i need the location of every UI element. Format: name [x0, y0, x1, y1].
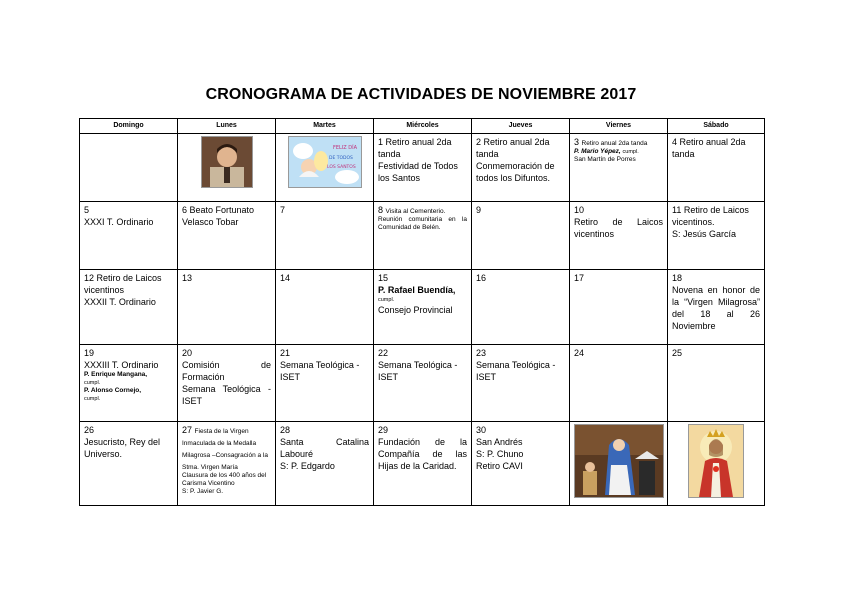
- day-cell-22: 22 Semana Teológica - ISET: [374, 345, 472, 422]
- day-cell-25: 25: [668, 345, 765, 422]
- day-cell-10: 10 Retiro de Laicos vicentinos: [570, 202, 668, 270]
- header-jueves: Jueves: [472, 119, 570, 134]
- day-cell-15: 15 P. Rafael Buendía, cumpl. Consejo Provincial: [374, 270, 472, 345]
- day-cell-14: 14: [276, 270, 374, 345]
- day-cell-27: 27 Fiesta de la Virgen Inmaculada de la Medalla Milagrosa –Consagración a la Stma. Virgen María Clausura de los 400 años del Carisma Vicentino S: P. Javier G.: [178, 422, 276, 506]
- day-cell-3: 3 Retiro anual 2da tanda P. Mario Yépez, cumpl. San Martín de Porres: [570, 134, 668, 202]
- svg-text:LOS SANTOS: LOS SANTOS: [326, 165, 356, 170]
- day-cell-8: 8 Visita al Cementerio. Reunión comunitaria en la Comunidad de Belén.: [374, 202, 472, 270]
- day-cell-26: 26 Jesucristo, Rey del Universo.: [80, 422, 178, 506]
- day-cell-24: 24: [570, 345, 668, 422]
- day-cell-4: 4 Retiro anual 2da tanda: [668, 134, 765, 202]
- week-row: [80, 422, 765, 506]
- portrait-image: [201, 136, 253, 188]
- week-row: [80, 134, 765, 202]
- greeting-text: FELIZ DÍA: [332, 145, 357, 151]
- day-cell-16: 16: [472, 270, 570, 345]
- day-cell-19: 19 XXXIII T. Ordinario P. Enrique Mangana, cumpl. P. Alonso Cornejo, cumpl.: [80, 345, 178, 422]
- day-cell-empty: [80, 134, 178, 202]
- day-cell-29: 29 Fundación de la Compañía de las Hijas de la Caridad.: [374, 422, 472, 506]
- day-cell-9: 9: [472, 202, 570, 270]
- week-row: [80, 345, 765, 422]
- header-lunes: Lunes: [178, 119, 276, 134]
- calendar-table: [79, 118, 765, 506]
- header-miercoles: Miércoles: [374, 119, 472, 134]
- day-cell-18: 18 Novena en honor de la “Virgen Milagrosa” del 18 al 26 Noviembre: [668, 270, 765, 345]
- todos-los-santos-image: [288, 136, 362, 188]
- day-cell-5: 5 XXXI T. Ordinario: [80, 202, 178, 270]
- header-viernes: Viernes: [570, 119, 668, 134]
- day-cell-12: 12 Retiro de Laicos vicentinos XXXII T. Ordinario: [80, 270, 178, 345]
- virgin-mary-painting-image: [574, 424, 664, 498]
- week-row: [80, 202, 765, 270]
- day-cell-20: 20 Comisión de Formación Semana Teológica - ISET: [178, 345, 276, 422]
- week-row: [80, 270, 765, 345]
- day-cell-6: 6 Beato Fortunato Velasco Tobar: [178, 202, 276, 270]
- weekday-header-row: [80, 119, 765, 134]
- day-cell-30: 30 San Andrés S: P. Chuno Retiro CAVI: [472, 422, 570, 506]
- day-cell-image: [570, 422, 668, 506]
- day-cell-28: 28 Santa Catalina Labouré S: P. Edgardo: [276, 422, 374, 506]
- day-cell-23: 23 Semana Teológica - ISET: [472, 345, 570, 422]
- day-cell-17: 17: [570, 270, 668, 345]
- day-cell-image: [276, 134, 374, 202]
- header-domingo: Domingo: [80, 119, 178, 134]
- day-cell-7: 7: [276, 202, 374, 270]
- day-cell-image: [668, 422, 765, 506]
- header-martes: Martes: [276, 119, 374, 134]
- day-cell-21: 21 Semana Teológica - ISET: [276, 345, 374, 422]
- day-cell-13: 13: [178, 270, 276, 345]
- svg-text:DE TODOS: DE TODOS: [328, 156, 353, 161]
- page-title: CRONOGRAMA DE ACTIVIDADES DE NOVIEMBRE 2017: [205, 86, 637, 103]
- day-cell-2: 2 Retiro anual 2da tanda Conmemoración de todos los Difuntos.: [472, 134, 570, 202]
- day-cell-image: [178, 134, 276, 202]
- day-cell-1: 1 Retiro anual 2da tanda Festividad de Todos los Santos: [374, 134, 472, 202]
- christ-the-king-image: [688, 424, 744, 498]
- header-sabado: Sábado: [668, 119, 765, 134]
- day-cell-11: 11 Retiro de Laicos vicentinos. S: Jesús García: [668, 202, 765, 270]
